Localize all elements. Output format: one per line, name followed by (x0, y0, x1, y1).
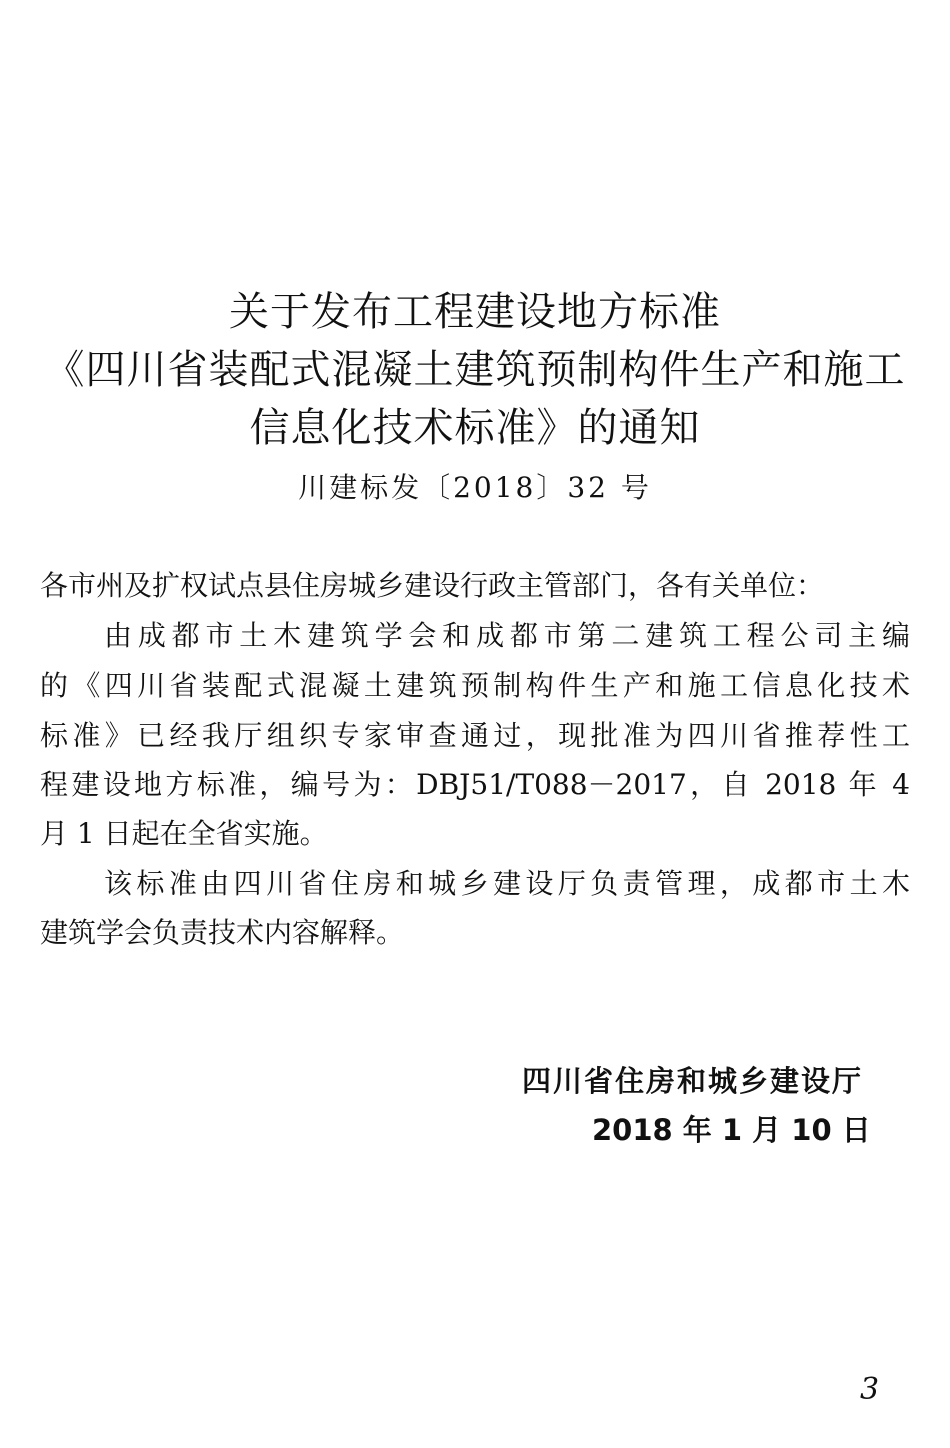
salutation: 各市州及扩权试点县住房城乡建设行政主管部门，各有关单位： (40, 569, 825, 602)
issue-date: 2018 年 1 月 10 日 (592, 1113, 871, 1147)
title-line-3: 信息化技术标准》的通知 (249, 405, 701, 451)
paragraph-1-line-2: 的《四川省装配式混凝土建筑预制构件生产和施工信息化技术 (40, 669, 910, 702)
paragraph-1-line-4: 程建设地方标准，编号为：DBJ51/T088－2017，自 2018 年 4 (40, 768, 910, 801)
paragraph-2-line-1: 该标准由四川省住房和城乡建设厅负责管理，成都市土木 (104, 867, 910, 900)
paragraph-2-line-2: 建筑学会负责技术内容解释。 (40, 916, 405, 949)
issuer-name: 四川省住房和城乡建设厅 (522, 1064, 864, 1098)
paragraph-1-line-3: 标准》已经我厅组织专家审查通过，现批准为四川省推荐性工 (40, 719, 910, 752)
document-number: 川建标发〔2018〕32 号 (298, 471, 652, 504)
title-line-2: 《四川省装配式混凝土建筑预制构件生产和施工 (44, 347, 906, 393)
title-line-1: 关于发布工程建设地方标准 (229, 289, 721, 335)
paragraph-1-line-1: 由成都市土木建筑学会和成都市第二建筑工程公司主编 (104, 619, 910, 652)
paragraph-1-line-5: 月 1 日起在全省实施。 (40, 817, 328, 850)
page-number: 3 (860, 1372, 880, 1407)
